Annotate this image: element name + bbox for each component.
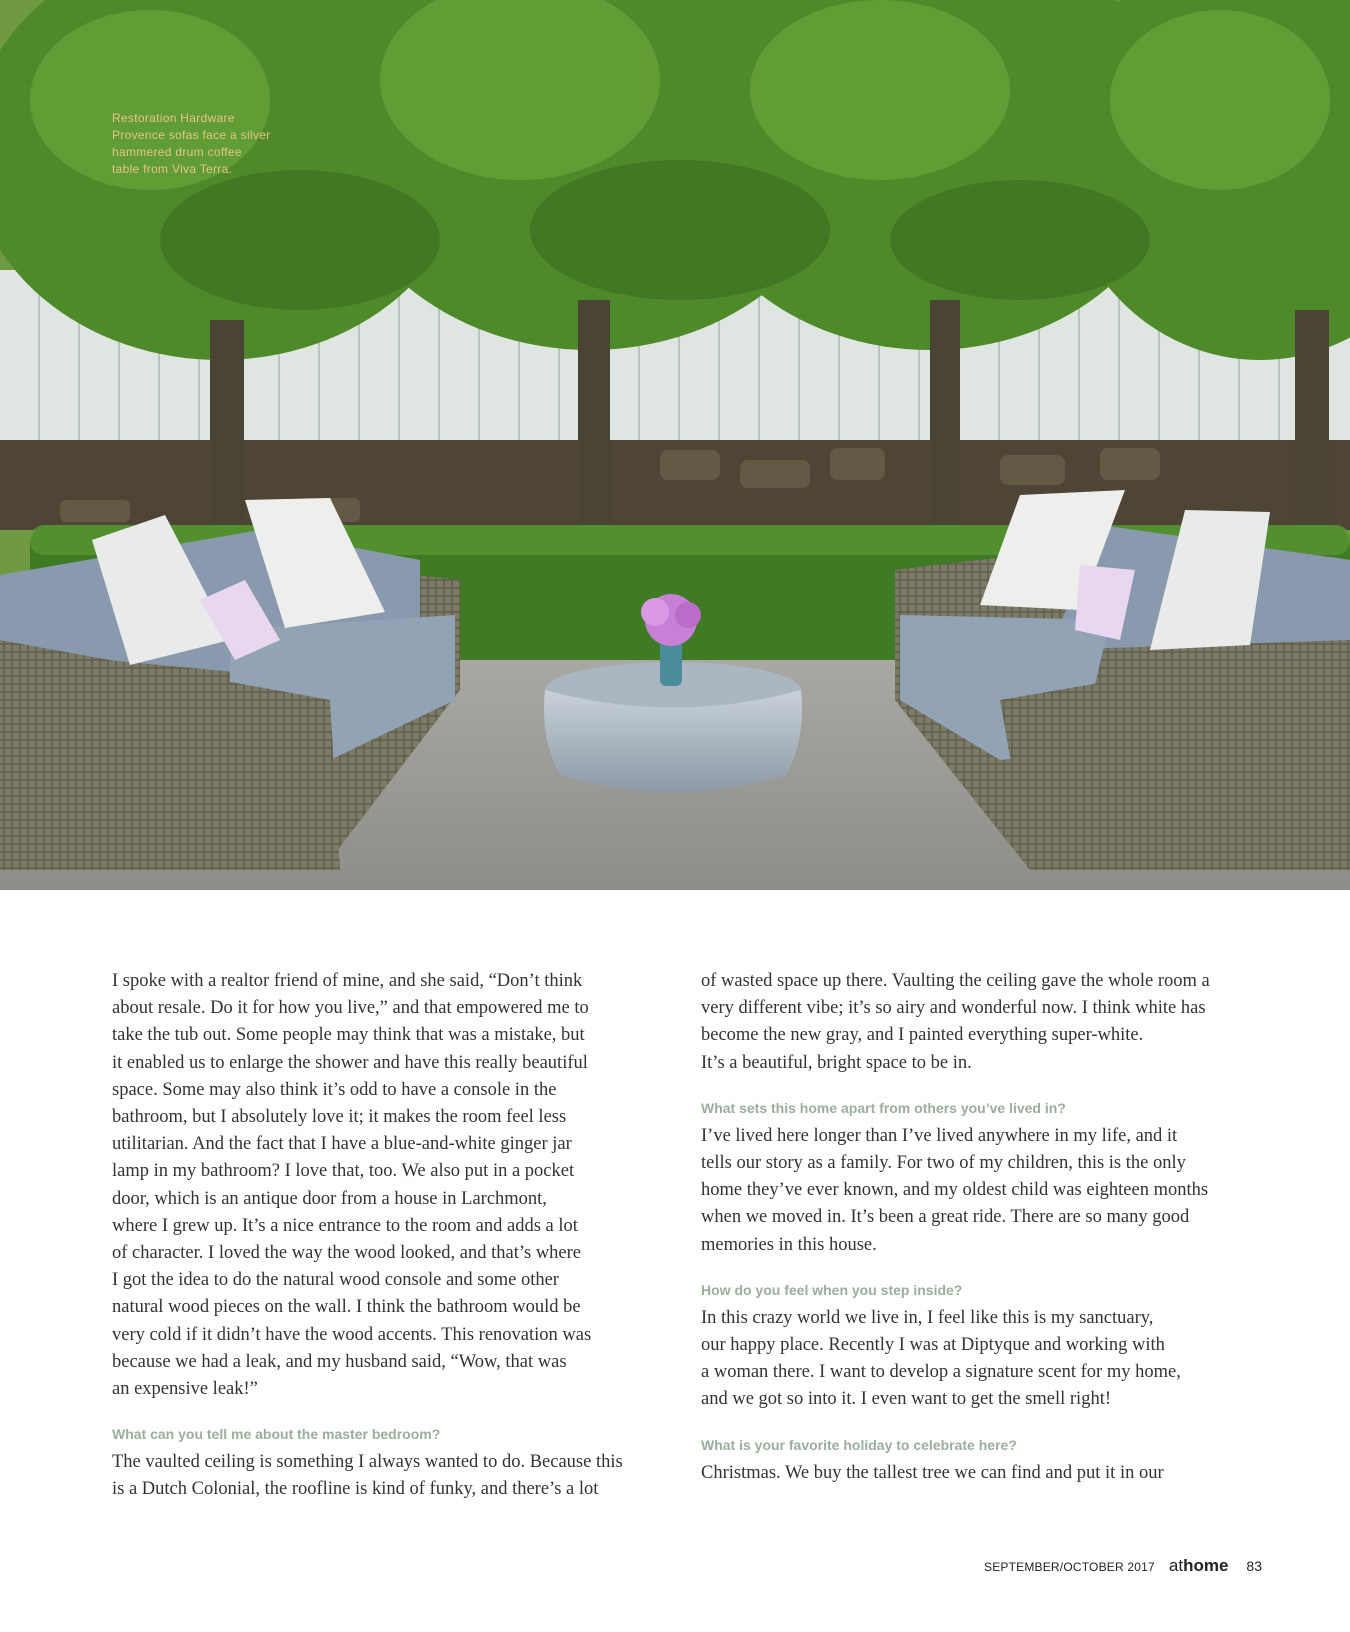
text-line: It’s a beautiful, bright space to be in. bbox=[701, 1052, 972, 1073]
article-paragraph bbox=[112, 1449, 664, 1503]
text-line: memories in this house. bbox=[701, 1234, 877, 1255]
text-line: tells our story as a family. For two of my children, this is the only bbox=[701, 1153, 1186, 1174]
article-paragraph bbox=[701, 968, 1253, 1077]
text-line: I got the idea to do the natural wood console and some other bbox=[112, 1270, 559, 1291]
text-line: Christmas. We buy the tallest tree we can find and put it in our bbox=[701, 1462, 1164, 1483]
text-line: when we moved in. It’s been a great ride. There are so many good bbox=[701, 1207, 1190, 1228]
logo-prefix: at bbox=[1168, 1556, 1184, 1575]
text-line: natural wood pieces on the wall. I think the bathroom would be bbox=[112, 1297, 581, 1318]
caption-line: hammered drum coffee bbox=[112, 145, 242, 159]
text-line: our happy place. Recently I was at Diptyque and working with bbox=[701, 1335, 1165, 1356]
article-column-left bbox=[112, 968, 664, 1504]
page-footer bbox=[984, 1556, 1262, 1576]
caption-line: Provence sofas face a silver bbox=[112, 128, 271, 142]
text-line: an expensive leak!” bbox=[112, 1379, 258, 1400]
text-line: home they’ve ever known, and my oldest child was eighteen months bbox=[701, 1180, 1209, 1201]
text-line: take the tub out. Some people may think that was a mistake, but bbox=[112, 1025, 585, 1046]
article-paragraph bbox=[112, 968, 664, 1403]
text-line: I spoke with a realtor friend of mine, and she said, “Don’t think bbox=[112, 971, 583, 991]
article-paragraph bbox=[701, 1460, 1253, 1487]
text-line: I’ve lived here longer than I’ve lived anywhere in my life, and it bbox=[701, 1125, 1178, 1146]
text-line: become the new gray, and I painted everything super-white. bbox=[701, 1025, 1144, 1046]
text-line: lamp in my bathroom? I love that, too. We also put in a pocket bbox=[112, 1161, 575, 1182]
interview-question: What is your favorite holiday to celebrate here? bbox=[701, 1436, 1017, 1453]
text-line: is a Dutch Colonial, the roofline is kind of funky, and there’s a lot bbox=[112, 1479, 599, 1500]
text-line: of character. I loved the way the wood looked, and that’s where bbox=[112, 1243, 582, 1264]
text-line: door, which is an antique door from a house in Larchmont, bbox=[112, 1188, 547, 1209]
article-column-right bbox=[701, 968, 1253, 1487]
interview-question: What can you tell me about the master bedroom? bbox=[112, 1426, 441, 1443]
text-line: and we got so into it. I even want to get the smell right! bbox=[701, 1389, 1111, 1410]
article-paragraph bbox=[701, 1305, 1253, 1414]
text-line: bathroom, but I absolutely love it; it makes the room feel less bbox=[112, 1107, 567, 1128]
text-line: very different vibe; it’s so airy and wonderful now. I think white has bbox=[701, 998, 1206, 1019]
interview-question: What sets this home apart from others you’ve lived in? bbox=[701, 1099, 1066, 1116]
text-line: utilitarian. And the fact that I have a blue-and-white ginger jar bbox=[112, 1134, 572, 1155]
text-line: space. Some may also think it’s odd to have a console in the bbox=[112, 1079, 557, 1100]
caption-line: Restoration Hardware bbox=[112, 111, 235, 125]
text-line: very cold if it didn’t have the wood accents. This renovation was bbox=[112, 1324, 592, 1345]
text-line: of wasted space up there. Vaulting the ceiling gave the whole room a bbox=[701, 971, 1210, 991]
text-line: about resale. Do it for how you live,” and that empowered me to bbox=[112, 998, 589, 1019]
interview-question: How do you feel when you step inside? bbox=[701, 1281, 963, 1298]
page-number: 83 bbox=[1246, 1558, 1262, 1574]
caption-line: table from Viva Terra. bbox=[112, 162, 233, 176]
text-line: a woman there. I want to develop a signature scent for my home, bbox=[701, 1362, 1181, 1383]
text-line: In this crazy world we live in, I feel like this is my sanctuary, bbox=[701, 1307, 1154, 1328]
magazine-logo bbox=[1169, 1556, 1229, 1576]
text-line: because we had a leak, and my husband said, “Wow, that was bbox=[112, 1351, 567, 1372]
photo-caption bbox=[112, 110, 302, 178]
article-paragraph bbox=[701, 1123, 1253, 1259]
text-line: where I grew up. It’s a nice entrance to the room and adds a lot bbox=[112, 1215, 578, 1236]
text-line: it enabled us to enlarge the shower and have this really beautiful bbox=[112, 1052, 588, 1073]
text-line: The vaulted ceiling is something I always wanted to do. Because this bbox=[112, 1452, 623, 1473]
logo-name: home bbox=[1183, 1556, 1229, 1575]
vase bbox=[660, 640, 682, 686]
issue-date: SEPTEMBER/OCTOBER 2017 bbox=[983, 1560, 1155, 1574]
